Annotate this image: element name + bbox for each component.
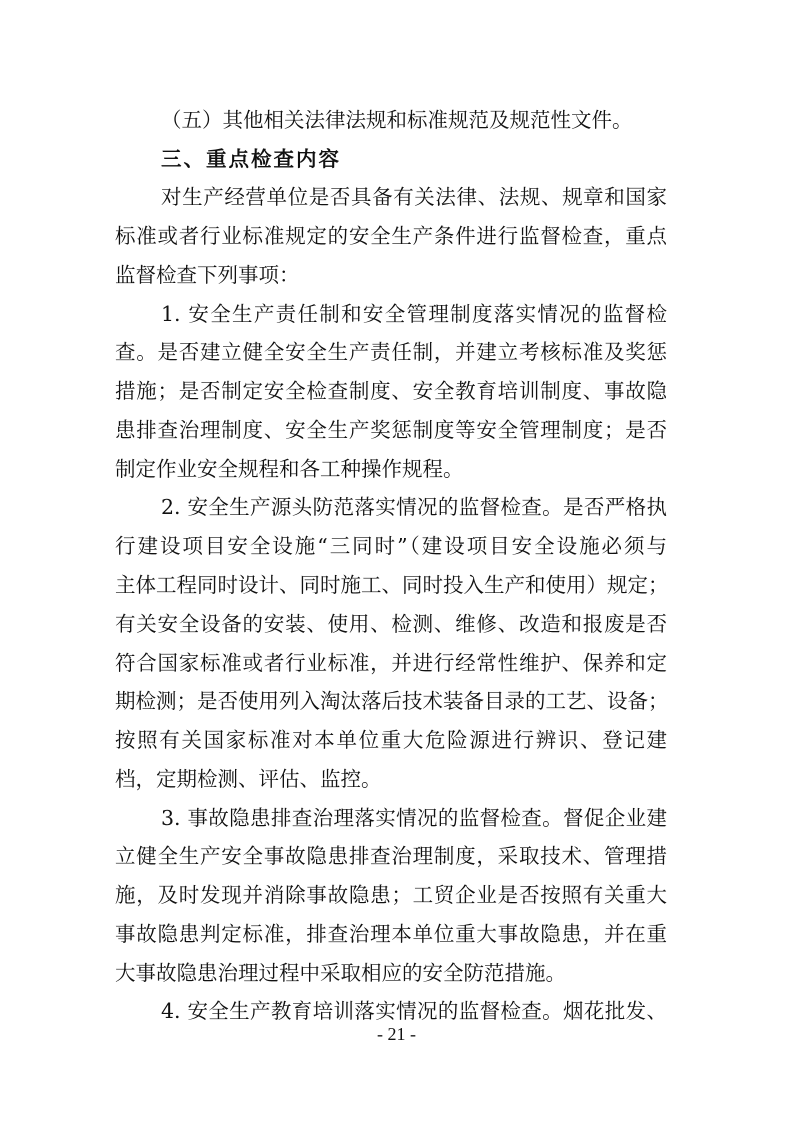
item-1-line-1 <box>0 294 793 334</box>
paragraph-line: 1. 安全生产责任制和安全管理制度落实情况的监督检 <box>161 302 667 326</box>
section-heading <box>0 139 793 179</box>
paragraph-line: 施，及时发现并消除事故隐患；工贸企业是否按照有关重大 <box>115 883 667 907</box>
item-2-line-1 <box>0 487 793 527</box>
item-2-line-3 <box>0 565 793 605</box>
paragraph-line: 措施；是否制定安全检查制度、安全教育培训制度、事故隐 <box>115 379 667 403</box>
item-3-line-1 <box>0 798 793 838</box>
page-number: - 21 - <box>377 1024 416 1044</box>
paragraph-line: 档，定期检测、评估、监控。 <box>115 767 382 791</box>
paragraph-line: 大事故隐患治理过程中采取相应的安全防范措施。 <box>115 961 566 985</box>
item-3-line-5 <box>0 953 793 993</box>
paragraph-line: 4. 安全生产教育培训落实情况的监督检查。烟花批发、 <box>161 999 667 1023</box>
item-3-line-3 <box>0 875 793 915</box>
item-2-line-6 <box>0 681 793 721</box>
paragraph-line: 制定作业安全规程和各工种操作规程。 <box>115 457 464 481</box>
paragraph-line: 患排查治理制度、安全生产奖惩制度等安全管理制度；是否 <box>115 418 667 442</box>
intro-paragraph-line-3 <box>0 255 793 295</box>
paragraph-line: 行建设项目安全设施“三同时”（建设项目安全设施必须与 <box>115 534 667 558</box>
item-1-line-4 <box>0 410 793 450</box>
item-1-line-2 <box>0 332 793 372</box>
item-2-line-8 <box>0 759 793 799</box>
paragraph-line: 查。是否建立健全安全生产责任制，并建立考核标准及奖惩 <box>115 340 667 364</box>
paragraph-line: 按照有关国家标准对本单位重大危险源进行辨识、登记建 <box>115 728 667 752</box>
item-1-line-5 <box>0 449 793 489</box>
paragraph-line: 符合国家标准或者行业标准，并进行经常性维护、保养和定 <box>115 651 667 675</box>
intro-paragraph-line-2 <box>0 216 793 256</box>
intro-paragraph-line-1 <box>0 177 793 217</box>
paragraph-line: 有关安全设备的安装、使用、检测、维修、改造和报废是否 <box>115 612 667 636</box>
paragraph-line: 3. 事故隐患排查治理落实情况的监督检查。督促企业建 <box>161 806 667 830</box>
paragraph-line: 2. 安全生产源头防范落实情况的监督检查。是否严格执 <box>161 495 667 519</box>
law-item-5 <box>0 100 793 140</box>
item-3-line-2 <box>0 836 793 876</box>
paragraph-line: （五）其他相关法律法规和标准规范及规范性文件。 <box>161 108 633 132</box>
item-1-line-3 <box>0 371 793 411</box>
paragraph-line: 期检测；是否使用列入淘汰落后技术装备目录的工艺、设备； <box>115 689 669 713</box>
item-2-line-5 <box>0 643 793 683</box>
paragraph-line: 监督检查下列事项： <box>115 263 300 287</box>
item-3-line-4 <box>0 914 793 954</box>
item-2-line-7 <box>0 720 793 760</box>
paragraph-line: 标准或者行业标准规定的安全生产条件进行监督检查，重点 <box>115 224 667 248</box>
paragraph-line: 主体工程同时设计、同时施工、同时投入生产和使用）规定； <box>115 573 669 597</box>
paragraph-line: 对生产经营单位是否具备有关法律、法规、规章和国家 <box>161 185 667 209</box>
item-2-line-4 <box>0 604 793 644</box>
paragraph-line: 立健全生产安全事故隐患排查治理制度，采取技术、管理措 <box>115 844 667 868</box>
item-2-line-2 <box>0 526 793 566</box>
section-3-heading: 三、重点检查内容 <box>161 147 341 171</box>
paragraph-line: 事故隐患判定标准，排查治理本单位重大事故隐患，并在重 <box>115 922 667 946</box>
